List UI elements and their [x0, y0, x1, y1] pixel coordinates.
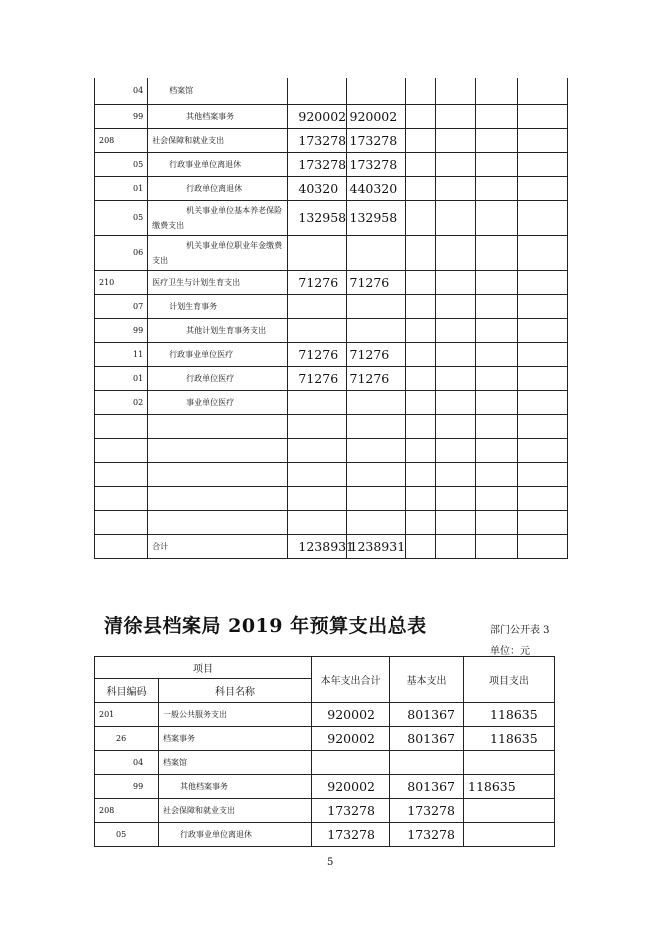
- table-row: [95, 534, 568, 558]
- project-expenditure: [464, 751, 555, 775]
- subject-name: [148, 414, 288, 438]
- empty-cell: [405, 534, 435, 558]
- empty-cell: [517, 414, 567, 438]
- total-amount: 173278: [288, 128, 346, 152]
- total-amount: [288, 235, 346, 270]
- subject-code: [95, 486, 148, 510]
- empty-cell: [405, 342, 435, 366]
- table-row: [95, 342, 568, 366]
- table-row: [95, 318, 568, 342]
- empty-cell: [517, 438, 567, 462]
- subject-name: 行政事业单位离退休: [159, 823, 312, 847]
- subject-name: 档案事务: [159, 727, 312, 751]
- unit-label: 单位：元: [490, 646, 530, 657]
- basic-amount: 71276: [346, 270, 405, 294]
- subject-name: 其他档案事务: [148, 104, 288, 128]
- basic-expenditure: 173278: [390, 799, 464, 823]
- project-expenditure: [464, 799, 555, 823]
- table-row: [95, 390, 568, 414]
- empty-cell: [405, 462, 435, 486]
- empty-cell: [435, 152, 475, 176]
- basic-amount: [346, 390, 405, 414]
- empty-cell: [517, 534, 567, 558]
- subject-code: 06: [95, 235, 148, 270]
- subject-code: [95, 462, 148, 486]
- subject-code: 26: [95, 727, 159, 751]
- subject-name: [148, 438, 288, 462]
- empty-cell: [405, 235, 435, 270]
- budget-expenditure-summary-table: [94, 656, 555, 847]
- subject-name: 事业单位医疗: [148, 390, 288, 414]
- empty-cell: [517, 510, 567, 534]
- subject-name: 社会保障和就业支出: [159, 799, 312, 823]
- empty-cell: [405, 104, 435, 128]
- empty-cell: [517, 128, 567, 152]
- subject-code: 05: [95, 823, 159, 847]
- total-amount: 920002: [288, 104, 346, 128]
- subject-code: 99: [95, 104, 148, 128]
- empty-cell: [475, 534, 517, 558]
- empty-cell: [405, 438, 435, 462]
- subject-code: 208: [95, 799, 159, 823]
- empty-cell: [435, 366, 475, 390]
- subject-code: 201: [95, 703, 159, 727]
- project-expenditure: [464, 823, 555, 847]
- subject-name: 档案馆: [148, 78, 288, 104]
- empty-cell: [405, 510, 435, 534]
- basic-amount: 132958: [346, 200, 405, 235]
- subject-name: 行政单位医疗: [148, 366, 288, 390]
- empty-cell: [405, 78, 435, 104]
- subject-code: 05: [95, 200, 148, 235]
- table-row: [95, 235, 568, 270]
- empty-cell: [517, 152, 567, 176]
- basic-amount: [346, 235, 405, 270]
- empty-cell: [435, 414, 475, 438]
- basic-amount: 920002: [346, 104, 405, 128]
- subject-code: 11: [95, 342, 148, 366]
- subject-name: 档案馆: [159, 751, 312, 775]
- year-total: 173278: [312, 799, 390, 823]
- basic-amount: 173278: [346, 128, 405, 152]
- table-row: [95, 727, 555, 751]
- subject-code: 99: [95, 775, 159, 799]
- basic-amount: [346, 318, 405, 342]
- empty-cell: [475, 438, 517, 462]
- header-project: 项目: [95, 657, 312, 679]
- empty-cell: [475, 294, 517, 318]
- empty-cell: [475, 104, 517, 128]
- empty-cell: [475, 390, 517, 414]
- table-row: [95, 823, 555, 847]
- empty-cell: [475, 342, 517, 366]
- empty-cell: [517, 235, 567, 270]
- subject-code: [95, 510, 148, 534]
- total-amount: 173278: [288, 152, 346, 176]
- basic-expenditure: 801367: [390, 727, 464, 751]
- total-amount: [288, 390, 346, 414]
- table-row: [95, 366, 568, 390]
- empty-cell: [405, 152, 435, 176]
- empty-cell: [475, 510, 517, 534]
- total-amount: 71276: [288, 342, 346, 366]
- basic-amount: 71276: [346, 342, 405, 366]
- empty-cell: [517, 78, 567, 104]
- subject-name: 行政单位离退休: [148, 176, 288, 200]
- empty-cell: [405, 366, 435, 390]
- budget-table-continued: [94, 78, 568, 559]
- subject-code: [95, 414, 148, 438]
- empty-cell: [435, 486, 475, 510]
- empty-cell: [517, 486, 567, 510]
- subject-name: 一般公共服务支出: [159, 703, 312, 727]
- subject-code: 208: [95, 128, 148, 152]
- page-number: 5: [327, 857, 334, 868]
- table-row: [95, 294, 568, 318]
- basic-expenditure: 173278: [390, 823, 464, 847]
- empty-cell: [435, 294, 475, 318]
- basic-amount: 440320: [346, 176, 405, 200]
- year-total: 920002: [312, 703, 390, 727]
- subject-name: 医疗卫生与计划生育支出: [148, 270, 288, 294]
- empty-cell: [517, 318, 567, 342]
- table-row: [95, 270, 568, 294]
- basic-amount: 173278: [346, 152, 405, 176]
- subject-name: 其他档案事务: [159, 775, 312, 799]
- empty-cell: [517, 342, 567, 366]
- empty-cell: [475, 152, 517, 176]
- empty-cell: [435, 235, 475, 270]
- table-row: [95, 486, 568, 510]
- basic-expenditure: [390, 751, 464, 775]
- empty-cell: [475, 318, 517, 342]
- table-row: [95, 152, 568, 176]
- subject-code: 04: [95, 78, 148, 104]
- page-title: 清徐县档案局 2019 年预算支出总表: [104, 615, 427, 637]
- basic-amount: [346, 510, 405, 534]
- subject-code: 01: [95, 176, 148, 200]
- total-amount: 40320: [288, 176, 346, 200]
- table-row: [95, 414, 568, 438]
- subject-name: 机关事业单位职业年金缴费支出: [148, 235, 288, 270]
- empty-cell: [475, 235, 517, 270]
- header-code: 科目编码: [95, 679, 159, 703]
- table-row: [95, 438, 568, 462]
- table-row: [95, 510, 568, 534]
- empty-cell: [435, 176, 475, 200]
- empty-cell: [475, 128, 517, 152]
- table-row: [95, 104, 568, 128]
- empty-cell: [475, 414, 517, 438]
- empty-cell: [435, 78, 475, 104]
- empty-cell: [435, 342, 475, 366]
- table-row: [95, 703, 555, 727]
- empty-cell: [435, 510, 475, 534]
- empty-cell: [517, 462, 567, 486]
- year-total: 920002: [312, 727, 390, 751]
- empty-cell: [517, 200, 567, 235]
- subject-name: [148, 486, 288, 510]
- empty-cell: [435, 390, 475, 414]
- empty-cell: [435, 438, 475, 462]
- table-row: [95, 200, 568, 235]
- header-basic: 基本支出: [390, 657, 464, 703]
- project-expenditure: 118635: [464, 775, 555, 799]
- basic-amount: 1238931: [346, 534, 405, 558]
- empty-cell: [435, 128, 475, 152]
- basic-amount: [346, 414, 405, 438]
- empty-cell: [405, 390, 435, 414]
- year-total: 920002: [312, 775, 390, 799]
- table-row: [95, 751, 555, 775]
- table-row: [95, 775, 555, 799]
- table-row: [95, 128, 568, 152]
- basic-expenditure: 801367: [390, 775, 464, 799]
- form-number: 部门公开表 3: [490, 625, 550, 636]
- empty-cell: [475, 78, 517, 104]
- basic-expenditure: 801367: [390, 703, 464, 727]
- subject-code: 05: [95, 152, 148, 176]
- subject-code: 02: [95, 390, 148, 414]
- empty-cell: [517, 176, 567, 200]
- subject-code: 01: [95, 366, 148, 390]
- empty-cell: [475, 176, 517, 200]
- total-amount: 71276: [288, 270, 346, 294]
- total-amount: [288, 486, 346, 510]
- total-amount: [288, 78, 346, 104]
- total-amount: [288, 438, 346, 462]
- basic-amount: [346, 486, 405, 510]
- empty-cell: [517, 104, 567, 128]
- empty-cell: [405, 486, 435, 510]
- total-amount: [288, 318, 346, 342]
- header-project-expenditure: 项目支出: [464, 657, 555, 703]
- empty-cell: [435, 104, 475, 128]
- empty-cell: [517, 270, 567, 294]
- empty-cell: [405, 294, 435, 318]
- empty-cell: [475, 486, 517, 510]
- total-amount: 1238931: [288, 534, 346, 558]
- empty-cell: [435, 462, 475, 486]
- table-row: [95, 799, 555, 823]
- empty-cell: [517, 366, 567, 390]
- empty-cell: [517, 390, 567, 414]
- empty-cell: [405, 128, 435, 152]
- empty-cell: [475, 366, 517, 390]
- table-row: [95, 78, 568, 104]
- subject-name: 机关事业单位基本养老保险缴费支出: [148, 200, 288, 235]
- subject-code: 210: [95, 270, 148, 294]
- project-expenditure: 118635: [464, 727, 555, 751]
- empty-cell: [435, 270, 475, 294]
- basic-amount: [346, 294, 405, 318]
- total-amount: [288, 462, 346, 486]
- empty-cell: [517, 294, 567, 318]
- subject-code: 04: [95, 751, 159, 775]
- project-expenditure: 118635: [464, 703, 555, 727]
- basic-amount: [346, 462, 405, 486]
- subject-name: 社会保障和就业支出: [148, 128, 288, 152]
- subject-name: 其他计划生育事务支出: [148, 318, 288, 342]
- empty-cell: [405, 176, 435, 200]
- year-total: 173278: [312, 823, 390, 847]
- subject-name: 合计: [148, 534, 288, 558]
- year-total: [312, 751, 390, 775]
- total-amount: [288, 510, 346, 534]
- empty-cell: [405, 200, 435, 235]
- table-row: [95, 176, 568, 200]
- empty-cell: [435, 200, 475, 235]
- header-name: 科目名称: [159, 679, 312, 703]
- empty-cell: [475, 200, 517, 235]
- empty-cell: [435, 318, 475, 342]
- total-amount: 71276: [288, 366, 346, 390]
- empty-cell: [475, 270, 517, 294]
- subject-code: 07: [95, 294, 148, 318]
- empty-cell: [475, 462, 517, 486]
- empty-cell: [405, 318, 435, 342]
- total-amount: [288, 414, 346, 438]
- basic-amount: 71276: [346, 366, 405, 390]
- subject-code: 99: [95, 318, 148, 342]
- total-amount: 132958: [288, 200, 346, 235]
- subject-name: 行政事业单位医疗: [148, 342, 288, 366]
- empty-cell: [435, 534, 475, 558]
- subject-code: [95, 534, 148, 558]
- basic-amount: [346, 438, 405, 462]
- empty-cell: [405, 270, 435, 294]
- subject-name: [148, 462, 288, 486]
- subject-code: [95, 438, 148, 462]
- subject-name: 行政事业单位离退休: [148, 152, 288, 176]
- empty-cell: [405, 414, 435, 438]
- total-amount: [288, 294, 346, 318]
- basic-amount: [346, 78, 405, 104]
- subject-name: [148, 510, 288, 534]
- subject-name: 计划生育事务: [148, 294, 288, 318]
- header-total: 本年支出合计: [312, 657, 390, 703]
- table-row: [95, 462, 568, 486]
